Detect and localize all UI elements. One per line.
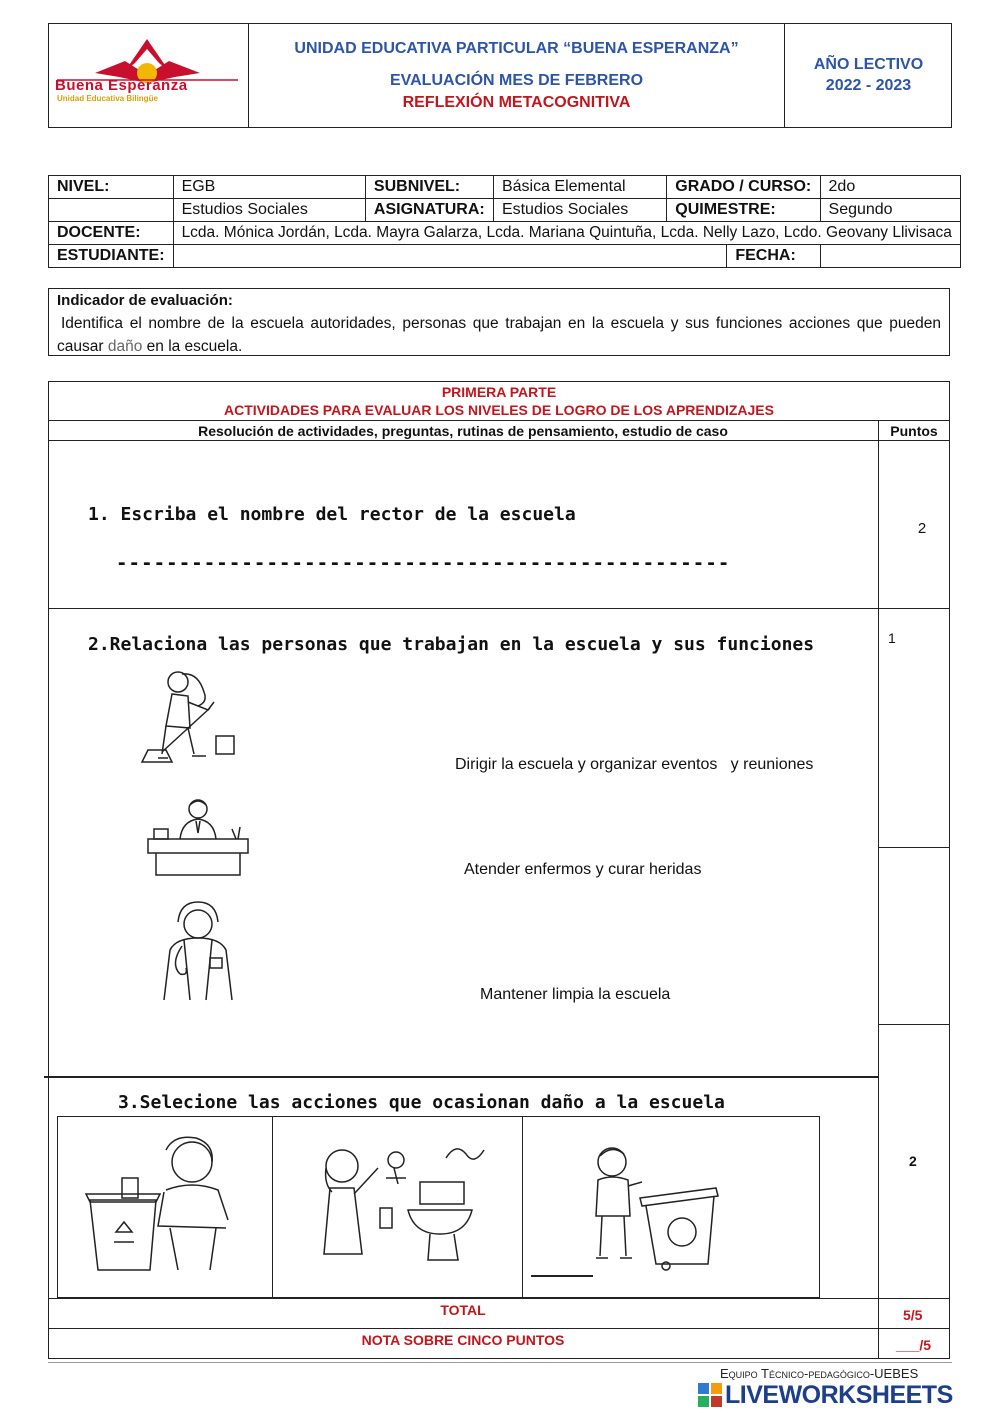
school-year: 2022 - 2023 (825, 77, 912, 94)
points-column-header: Puntos (890, 423, 938, 439)
girl-graffiti-image[interactable] (316, 1138, 492, 1268)
nota-value[interactable]: ___/5 (896, 1337, 932, 1353)
nivel-label: NIVEL: (49, 176, 174, 199)
function-3: Mantener limpia la escuela (480, 986, 671, 1003)
function-2: Atender enfermos y curar heridas (464, 861, 702, 878)
question-3: 3.Selecione las acciones que ocasionan daño a la escuela (118, 1092, 725, 1113)
question-2: 2.Relaciona las personas que trabajan en la escuela y sus funciones (88, 634, 815, 655)
function-1: Dirigir la escuela y organizar eventos y reuniones (455, 756, 814, 773)
indicator-text (57, 312, 941, 358)
docente-label: DOCENTE: (49, 222, 174, 245)
footer-rule (48, 1362, 952, 1363)
logo-text: Buena Esperanza (55, 77, 188, 94)
fecha-field[interactable] (820, 245, 960, 268)
boy-recycling-image[interactable] (84, 1130, 244, 1275)
activity-column-header: Resolución de actividades, preguntas, rutinas de pensamiento, estudio de caso (198, 423, 728, 439)
boy-bin-image[interactable] (590, 1142, 730, 1272)
janitor-image (122, 662, 244, 772)
header-row-bottom (48, 440, 950, 441)
points-line-2 (878, 1024, 950, 1025)
liveworksheets-logo[interactable] (698, 1381, 994, 1409)
total-label: TOTAL (440, 1302, 486, 1318)
part-subtitle: ACTIVIDADES PARA EVALUAR LOS NIVELES DE LOGRO DE LOS APRENDIZAJES (224, 402, 774, 418)
header-divider-right (784, 23, 785, 128)
question-2-points: 1 (888, 630, 896, 646)
total-value: 5/5 (903, 1307, 923, 1323)
total-row-top (48, 1298, 950, 1299)
nurse-image (140, 900, 256, 1002)
nota-divider (878, 1298, 879, 1359)
quimestre-label: QUIMESTRE: (667, 199, 820, 222)
nivel-value: EGB (173, 176, 365, 199)
indicator-box (48, 288, 950, 356)
question-1-answer-line[interactable]: ------------------------------------------------- (116, 552, 731, 574)
subnivel-label: SUBNIVEL: (365, 176, 493, 199)
logo-subtext: Unidad Educativa Bilingüe (57, 94, 158, 103)
liveworksheets-icon (698, 1383, 722, 1407)
points-column-divider (878, 420, 879, 1299)
estudiante-label: ESTUDIANTE: (49, 245, 174, 268)
q1-bottom-line (48, 608, 950, 609)
principal-image (144, 795, 252, 879)
question-1: 1. Escriba el nombre del rector de la escuela (88, 504, 576, 525)
evaluation-subtitle: REFLEXIÓN METACOGNITIVA (402, 94, 631, 111)
area-empty (49, 199, 174, 222)
asignatura-label: ASIGNATURA: (365, 199, 493, 222)
grado-label: GRADO / CURSO: (667, 176, 820, 199)
liveworksheets-text: LIVEWORKSHEETS (725, 1381, 953, 1409)
question-3-points: 2 (909, 1153, 917, 1169)
school-logo (55, 33, 240, 103)
area-value: Estudios Sociales (173, 199, 365, 222)
points-line-1 (878, 847, 950, 848)
part-title: PRIMERA PARTE (441, 384, 557, 400)
action-divider-2 (522, 1116, 523, 1298)
nota-row-top (48, 1328, 950, 1329)
indicator-text-end: en la escuela. (146, 338, 243, 355)
estudiante-field[interactable] (173, 245, 727, 268)
indicator-title: Indicador de evaluación: (57, 292, 233, 309)
nota-label: NOTA SOBRE CINCO PUNTOS (361, 1332, 565, 1348)
action-divider-1 (272, 1116, 273, 1298)
subnivel-value: Básica Elemental (493, 176, 666, 199)
header-row-line (48, 420, 950, 421)
fecha-label: FECHA: (727, 245, 820, 268)
docente-value: Lcda. Mónica Jordán, Lcda. Mayra Galarza, Lcda. Mariana Quintuña, Lcda. Nelly Lazo, Lcdo. Geovany Llivisaca (173, 222, 960, 245)
quimestre-value: Segundo (820, 199, 960, 222)
team-label: Equipo Técnico-pedagógico-UEBES (720, 1366, 919, 1381)
grado-value: 2do (820, 176, 960, 199)
school-name: UNIDAD EDUCATIVA PARTICULAR “BUENA ESPERANZA” (294, 40, 739, 57)
info-table (48, 175, 961, 268)
answer-blank-line[interactable] (531, 1275, 593, 1277)
q2-bottom-line (44, 1076, 878, 1078)
year-label: AÑO LECTIVO (813, 56, 924, 73)
asignatura-value: Estudios Sociales (493, 199, 666, 222)
evaluation-title: EVALUACIÓN MES DE FEBRERO (389, 72, 644, 89)
indicator-text-main: Identifica el nombre de la escuela autoridades, personas que trabajan en la escuela y sus funciones acciones que pueden causar (57, 315, 941, 355)
question-1-points: 2 (917, 520, 927, 537)
indicator-text-dano: daño (107, 338, 143, 355)
